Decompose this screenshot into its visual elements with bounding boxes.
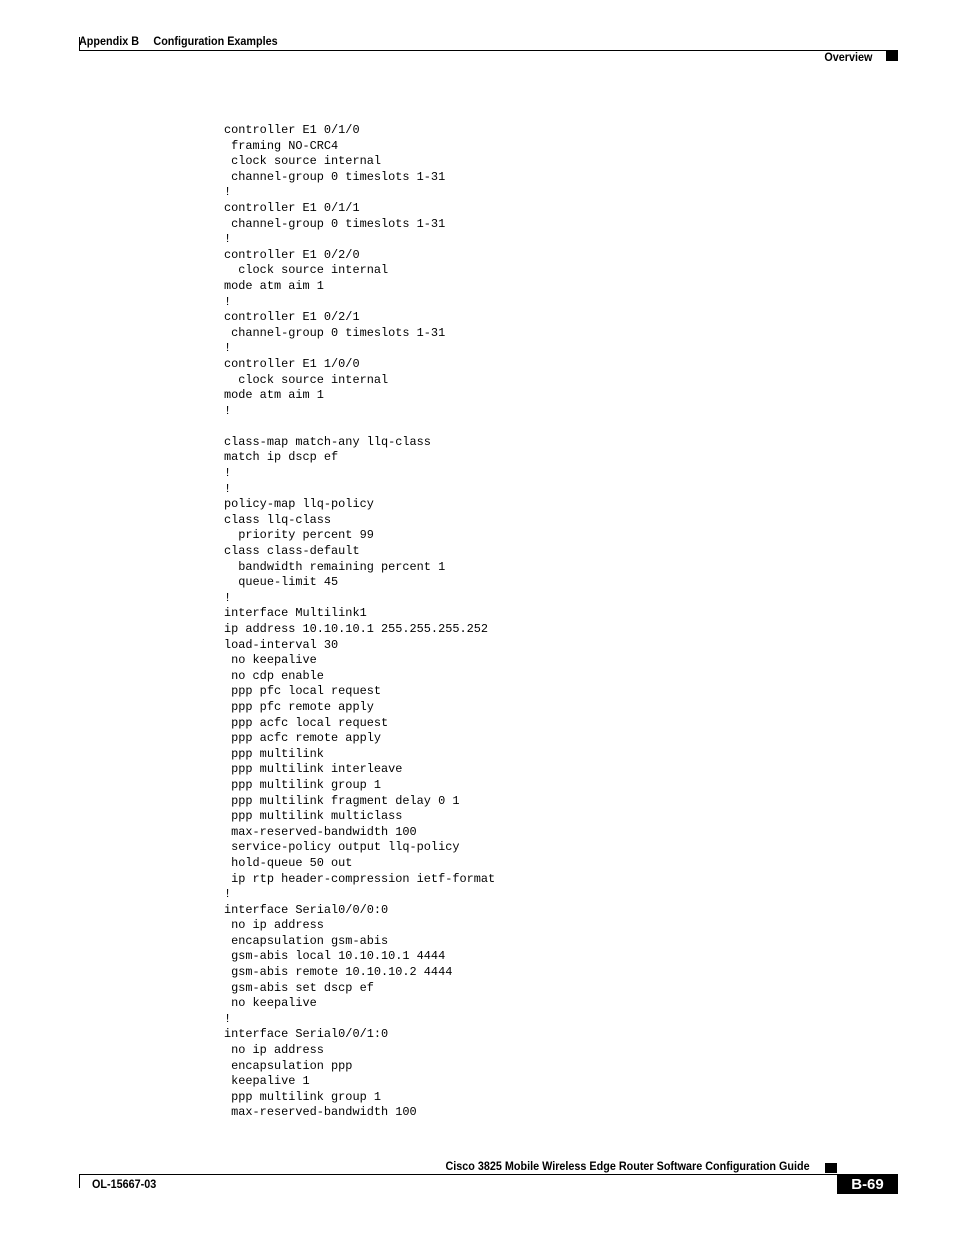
code-line: ! bbox=[224, 232, 232, 247]
code-line: gsm-abis local 10.10.10.1 4444 bbox=[224, 949, 446, 964]
code-line: queue-limit 45 bbox=[224, 575, 339, 590]
footer-rule bbox=[79, 1174, 898, 1175]
code-line: no ip address bbox=[224, 1043, 324, 1058]
section-title: Overview bbox=[823, 50, 872, 64]
code-line: service-policy output llq-policy bbox=[224, 840, 460, 855]
code-line: no cdp enable bbox=[224, 668, 324, 683]
code-line: controller E1 0/2/0 bbox=[224, 247, 360, 262]
code-line: ppp acfc local request bbox=[224, 715, 389, 730]
code-line: ! bbox=[224, 403, 232, 418]
code-line: ppp multilink multiclass bbox=[224, 809, 403, 824]
code-line: controller E1 0/1/0 bbox=[224, 123, 360, 137]
code-line: framing NO-CRC4 bbox=[224, 138, 339, 153]
header-rule bbox=[79, 50, 898, 51]
page-number: B-69 bbox=[837, 1175, 898, 1194]
code-line: ppp acfc remote apply bbox=[224, 731, 381, 746]
code-line: hold-queue 50 out bbox=[224, 855, 353, 870]
code-line: mode atm aim 1 bbox=[224, 388, 324, 403]
code-line: load-interval 30 bbox=[224, 637, 339, 652]
code-line: ppp multilink group 1 bbox=[224, 777, 381, 792]
footer-marker-block bbox=[825, 1163, 837, 1173]
code-line: ppp multilink bbox=[224, 746, 324, 761]
header-breadcrumb bbox=[79, 34, 278, 48]
code-line: class-map match-any llq-class bbox=[224, 434, 431, 449]
code-line: ! bbox=[224, 294, 232, 309]
code-line: channel-group 0 timeslots 1-31 bbox=[224, 216, 446, 231]
code-line: clock source internal bbox=[224, 372, 389, 387]
code-line: no keepalive bbox=[224, 996, 317, 1011]
code-line: class class-default bbox=[224, 544, 360, 559]
code-line: no ip address bbox=[224, 918, 324, 933]
code-line: priority percent 99 bbox=[224, 528, 374, 543]
code-line: interface Serial0/0/0:0 bbox=[224, 902, 389, 917]
code-line: ppp multilink fragment delay 0 1 bbox=[224, 793, 460, 808]
code-line: match ip dscp ef bbox=[224, 450, 339, 465]
document-number: OL-15667-03 bbox=[92, 1177, 157, 1191]
code-line: no keepalive bbox=[224, 653, 317, 668]
code-line: controller E1 0/2/1 bbox=[224, 310, 360, 325]
code-line: interface Serial0/0/1:0 bbox=[224, 1027, 389, 1042]
code-line: class llq-class bbox=[224, 512, 332, 527]
code-line bbox=[224, 419, 495, 435]
code-line: encapsulation gsm-abis bbox=[224, 933, 389, 948]
code-line: clock source internal bbox=[224, 154, 381, 169]
guide-title: Cisco 3825 Mobile Wireless Edge Router Software Configuration Guide bbox=[445, 1159, 810, 1173]
code-line: ! bbox=[224, 1011, 232, 1026]
code-line: channel-group 0 timeslots 1-31 bbox=[224, 325, 446, 340]
code-line: mode atm aim 1 bbox=[224, 278, 324, 293]
code-line: ! bbox=[224, 466, 232, 481]
code-line: max-reserved-bandwidth 100 bbox=[224, 1105, 417, 1120]
chapter-title: Configuration Examples bbox=[153, 34, 278, 48]
code-line: keepalive 1 bbox=[224, 1074, 310, 1089]
code-line: ip address 10.10.10.1 255.255.255.252 bbox=[224, 622, 489, 636]
footer-tick-mark bbox=[79, 1174, 80, 1188]
code-line: controller E1 1/0/0 bbox=[224, 356, 360, 371]
code-line: policy-map llq-policy bbox=[224, 497, 374, 512]
code-line: ! bbox=[224, 341, 232, 356]
code-line: interface Multilink1 bbox=[224, 606, 367, 621]
code-line: ! bbox=[224, 887, 232, 902]
code-line: ! bbox=[224, 590, 232, 605]
code-line: ppp multilink interleave bbox=[224, 762, 403, 777]
code-line: clock source internal bbox=[224, 263, 389, 278]
header-marker-block bbox=[886, 51, 898, 61]
code-line: gsm-abis remote 10.10.10.2 4444 bbox=[224, 965, 453, 980]
code-line: encapsulation ppp bbox=[224, 1058, 353, 1073]
code-line: ! bbox=[224, 185, 232, 200]
appendix-label: Appendix B bbox=[79, 34, 140, 48]
code-line: ppp pfc remote apply bbox=[224, 699, 374, 714]
configuration-code-block bbox=[224, 123, 495, 1121]
code-line: ppp multilink group 1 bbox=[224, 1089, 381, 1104]
code-line: max-reserved-bandwidth 100 bbox=[224, 824, 417, 839]
code-line: ip rtp header-compression ietf-format bbox=[224, 871, 496, 886]
code-line: bandwidth remaining percent 1 bbox=[224, 559, 446, 574]
code-line: gsm-abis set dscp ef bbox=[224, 980, 374, 995]
code-line: ppp pfc local request bbox=[224, 684, 381, 699]
code-line: controller E1 0/1/1 bbox=[224, 200, 360, 215]
code-line: channel-group 0 timeslots 1-31 bbox=[224, 169, 446, 184]
code-line: ! bbox=[224, 481, 232, 496]
